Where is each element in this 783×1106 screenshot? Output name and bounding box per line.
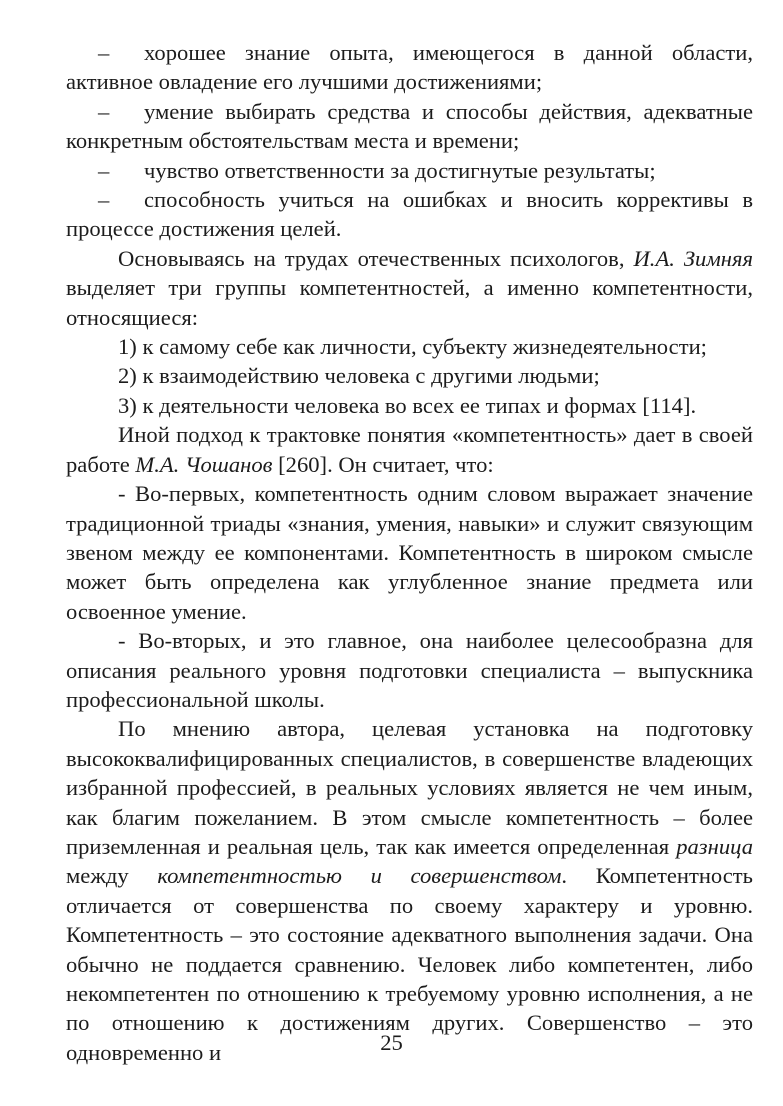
- dash-item-text: чувство ответственности за достигнутые результаты;: [144, 157, 656, 183]
- sub-point-second: - Во-вторых, и это главное, она наиболее целесообразна для описания реального уровня подготовки специалиста – выпускника профессиональной школы.: [66, 628, 753, 712]
- author-name: М.А. Чошанов: [135, 451, 273, 477]
- dash-item-2: [66, 97, 753, 156]
- paragraph-text: . Компетентность отличается от совершенства по своему характеру и уровню. Компетентность – это состояние адекватного выполнения задачи. Она обычно не поддается сравнению. Человек либо компетентен, либо некомпетентен по отношению к требуемому уровню исполнения, а не по отношению к достижениям других. Совершенство – это одновременно и: [66, 863, 753, 1065]
- body-text: [66, 38, 753, 1067]
- paragraph-text: По мнению автора, целевая установка на подготовку высококвалифицированных специалистов, в совершенстве владеющих избранной профессией, в реальных условиях является не чем иным, как благим пожеланием. В этом смысле компетентность – более приземленная и реальная цель, так как имеется определенная: [66, 716, 753, 859]
- paragraph-text: выделяет три группы компетентностей, а именно компетентности, относящиеся:: [66, 275, 753, 330]
- author-name: И.А. Зимняя: [633, 245, 753, 271]
- paragraph-text: [260]. Он считает, что:: [272, 451, 494, 477]
- dash-item-text: способность учиться на ошибках и вносить коррективы в процессе достижения целей.: [66, 187, 753, 242]
- dash-marker: –: [98, 98, 110, 124]
- dash-marker: –: [98, 40, 110, 65]
- dash-item-1: [66, 38, 753, 97]
- numbered-item-2: 2) к взаимодействию человека с другими людьми;: [118, 363, 600, 389]
- dash-marker: –: [98, 187, 110, 213]
- paragraph-text: Основываясь на трудах отечественных психологов,: [118, 245, 634, 271]
- paragraph-author-opinion: [66, 714, 753, 1067]
- dash-marker: –: [98, 157, 110, 183]
- paragraph-text: Иной подход к трактовке понятия «компетентность» дает в своей работе: [66, 422, 753, 477]
- dash-item-text: хорошее знание опыта, имеющегося в данной области, активное овладение его лучшими достижениями;: [66, 40, 753, 95]
- dash-item-4: [66, 185, 753, 244]
- emphasis-term: разница: [676, 833, 753, 859]
- numbered-item-1: 1) к самому себе как личности, субъекту жизнедеятельности;: [118, 334, 707, 360]
- dash-item-3: [66, 156, 753, 185]
- dash-item-text: умение выбирать средства и способы действия, адекватные конкретным обстоятельствам места и времени;: [66, 98, 753, 154]
- paragraph-choshanov: [66, 420, 753, 479]
- numbered-item-3: 3) к деятельности человека во всех ее типах и формах [114].: [118, 392, 697, 418]
- page-number: 25: [380, 1030, 403, 1055]
- sub-point-first: - Во-первых, компетентность одним словом выражает значение традиционной триады «знания, умения, навыки» и служит связующим звеном между ее компонентами. Компетентность в широком смысле может быть определена как углубленное знание предмета или освоенное умение.: [66, 481, 753, 624]
- paragraph-zimnyaya: [66, 244, 753, 332]
- emphasis-term: компетентностью и совершенством: [157, 863, 562, 889]
- paragraph-text: между: [66, 863, 158, 889]
